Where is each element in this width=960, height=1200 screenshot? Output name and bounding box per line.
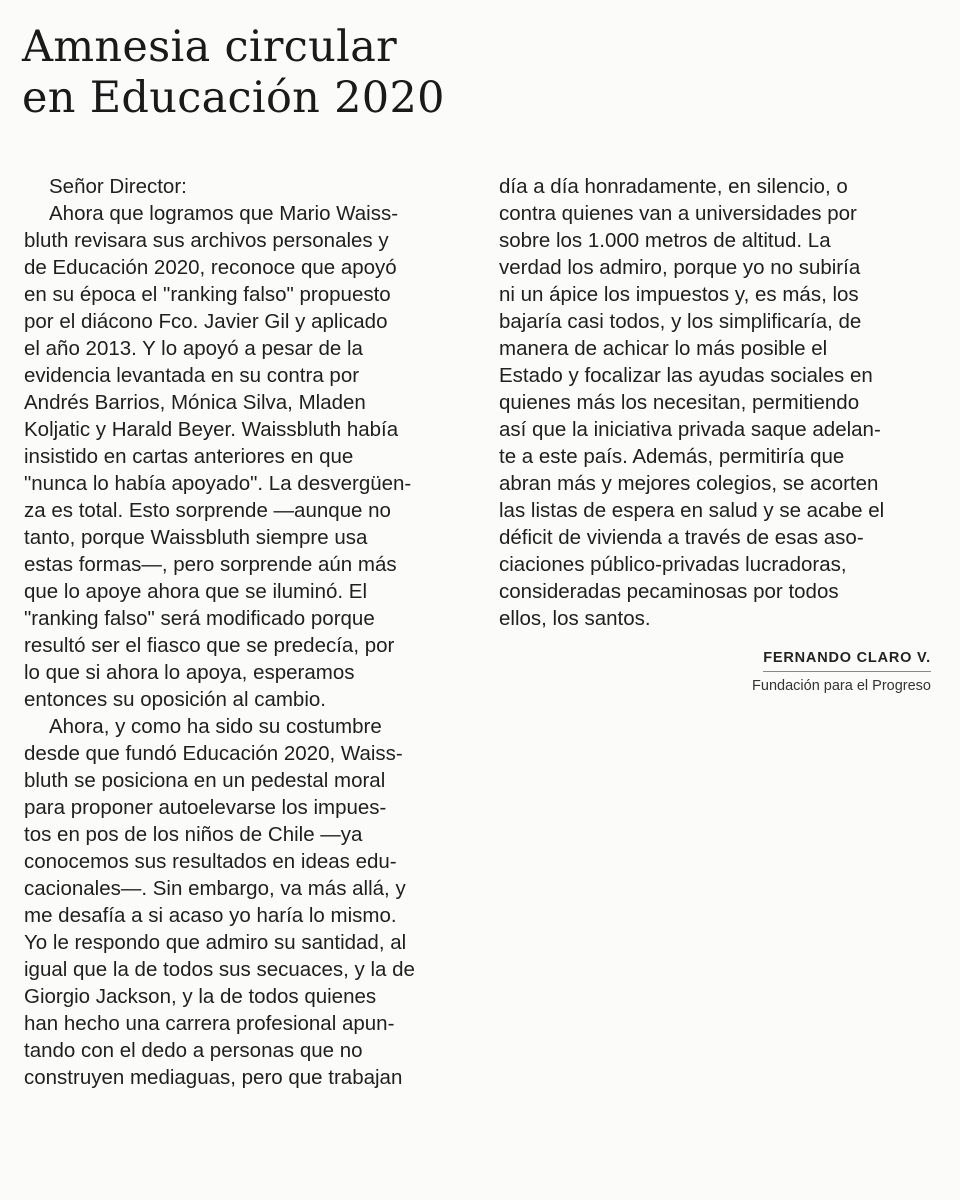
body-line: Ahora que logramos que Mario Waiss-: [49, 202, 399, 225]
body-line: bluth se posiciona en un pedestal moral: [24, 769, 386, 792]
body-line: insistido en cartas anteriores en que: [24, 445, 354, 468]
body-line: lo que si ahora lo apoya, esperamos: [24, 661, 355, 684]
body-line: resultó ser el fiasco que se predecía, por: [24, 634, 395, 657]
body-line: déficit de vivienda a través de esas aso-: [499, 526, 864, 549]
title-line-2: en Educación 2020: [22, 73, 445, 123]
body-line: verdad los admiro, porque yo no subiría: [499, 256, 861, 279]
body-line: cacionales—. Sin embargo, va más allá, y: [24, 877, 406, 900]
body-line: Ahora, y como ha sido su costumbre: [49, 715, 382, 738]
body-line: de Educación 2020, reconoce que apoyó: [24, 256, 397, 279]
body-line: sobre los 1.000 metros de altitud. La: [499, 229, 831, 252]
left-column: [24, 173, 474, 1091]
body-line: evidencia levantada en su contra por: [24, 364, 360, 387]
body-line: conocemos sus resultados en ideas edu-: [24, 850, 397, 873]
body-line: por el diácono Fco. Javier Gil y aplicado: [24, 310, 388, 333]
body-line: Andrés Barrios, Mónica Silva, Mladen: [24, 391, 366, 414]
body-line: ni un ápice los impuestos y, es más, los: [499, 283, 859, 306]
body-line: estas formas—, pero sorprende aún más: [24, 553, 397, 576]
body-line: za es total. Esto sorprende —aunque no: [24, 499, 391, 522]
article-title: [22, 22, 582, 124]
body-line: "nunca lo había apoyado". La desvergüen-: [24, 472, 412, 495]
body-line: quienes más los necesitan, permitiendo: [499, 391, 860, 414]
body-line: así que la iniciativa privada saque adelan-: [499, 418, 881, 441]
body-line: entonces su oposición al cambio.: [24, 688, 326, 711]
body-line: Estado y focalizar las ayudas sociales en: [499, 364, 873, 387]
author-organization: Fundación para el Progreso: [752, 678, 931, 694]
body-line: bluth revisara sus archivos personales y: [24, 229, 389, 252]
body-line: han hecho una carrera profesional apun-: [24, 1012, 395, 1035]
body-line: el año 2013. Y lo apoyó a pesar de la: [24, 337, 363, 360]
body-line: para proponer autoelevarse los impues-: [24, 796, 387, 819]
body-line: igual que la de todos sus secuaces, y la de: [24, 958, 415, 981]
body-line: las listas de espera en salud y se acabe el: [499, 499, 885, 522]
title-line-1: Amnesia circular: [22, 22, 398, 72]
author-name: FERNANDO CLARO V.: [763, 648, 931, 672]
body-line: ciaciones público-privadas lucradoras,: [499, 553, 847, 576]
body-line: tando con el dedo a personas que no: [24, 1039, 363, 1062]
body-line: en su época el "ranking falso" propuesto: [24, 283, 391, 306]
body-line: que lo apoye ahora que se iluminó. El: [24, 580, 368, 603]
body-line: "ranking falso" será modificado porque: [24, 607, 375, 630]
body-line: contra quienes van a universidades por: [499, 202, 857, 225]
signature-block: [499, 642, 939, 696]
body-line: me desafía a si acaso yo haría lo mismo.: [24, 904, 397, 927]
body-line: consideradas pecaminosas por todos: [499, 580, 839, 603]
body-line: Yo le respondo que admiro su santidad, al: [24, 931, 407, 954]
body-line: Koljatic y Harald Beyer. Waissbluth había: [24, 418, 399, 441]
body-line: desde que fundó Educación 2020, Waiss-: [24, 742, 403, 765]
right-column: [499, 173, 939, 696]
body-line: tos en pos de los niños de Chile —ya: [24, 823, 363, 846]
body-line: construyen mediaguas, pero que trabajan: [24, 1066, 403, 1089]
body-line: ellos, los santos.: [499, 607, 651, 630]
body-line: Giorgio Jackson, y la de todos quienes: [24, 985, 377, 1008]
body-line: manera de achicar lo más posible el: [499, 337, 828, 360]
body-line: bajaría casi todos, y los simplificaría, de: [499, 310, 862, 333]
body-line: día a día honradamente, en silencio, o: [499, 175, 848, 198]
body-line: tanto, porque Waissbluth siempre usa: [24, 526, 368, 549]
body-line: te a este país. Además, permitiría que: [499, 445, 845, 468]
body-line: abran más y mejores colegios, se acorten: [499, 472, 879, 495]
salutation: Señor Director:: [49, 175, 187, 198]
